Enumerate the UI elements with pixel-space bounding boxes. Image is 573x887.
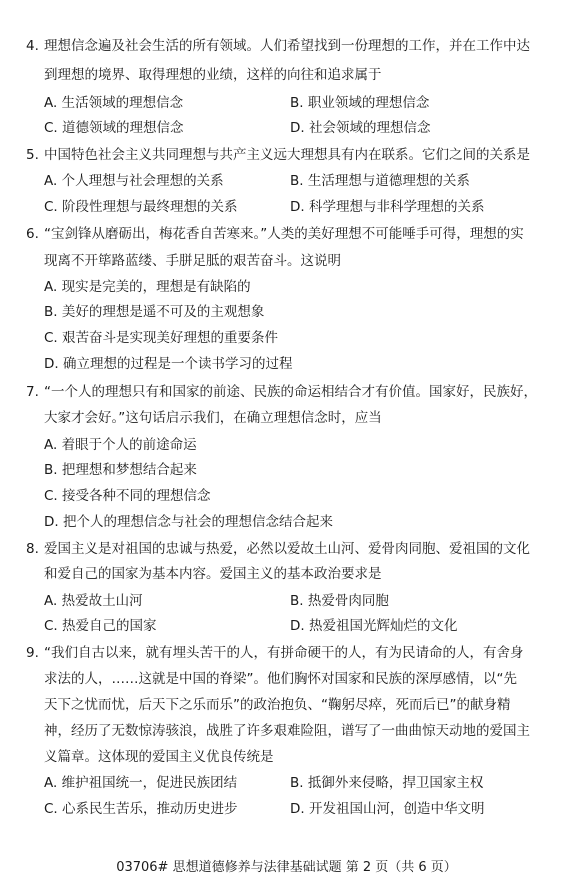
- option-d: D. 开发祖国山河，创造中华文明: [290, 801, 485, 817]
- question-stem-line: 义篇章。这体现的爱国主义优良传统是: [44, 749, 274, 765]
- option-d: D. 科学理想与非科学理想的关系: [290, 199, 485, 215]
- option-a: A. 着眼于个人的前途命运: [44, 437, 197, 453]
- question-number: 9.: [26, 645, 39, 661]
- question-number: 5.: [26, 147, 39, 163]
- option-d: D. 社会领域的理想信念: [290, 120, 431, 136]
- option-d: D. 确立理想的过程是一个读书学习的过程: [44, 356, 293, 372]
- option-b: B. 生活理想与道德理想的关系: [290, 173, 470, 189]
- option-b: B. 把理想和梦想结合起来: [44, 462, 197, 478]
- option-d: D. 把个人的理想信念与社会的理想信念结合起来: [44, 514, 333, 530]
- question-stem-line: “我们自古以来，就有埋头苦干的人，有拼命硬干的人，有为民请命的人，有舍身: [44, 645, 524, 661]
- option-c: C. 接受各种不同的理想信念: [44, 488, 211, 504]
- option-a: A. 热爱故土山河: [44, 593, 143, 609]
- question-stem-line: 到理想的境界、取得理想的业绩，这样的向往和追求属于: [44, 67, 382, 83]
- question-number: 7.: [26, 384, 39, 400]
- option-d: D. 热爱祖国光辉灿烂的文化: [290, 618, 458, 634]
- option-c: C. 阶段性理想与最终理想的关系: [44, 199, 238, 215]
- option-b: B. 抵御外来侵略，捍卫国家主权: [290, 775, 484, 791]
- question-number: 8.: [26, 541, 39, 557]
- option-a: A. 生活领域的理想信念: [44, 95, 184, 111]
- question-stem-line: 神，经历了无数惊涛骇浪，战胜了许多艰难险阻，谱写了一曲曲惊天动地的爱国主: [44, 723, 530, 739]
- question-number: 6.: [26, 226, 39, 242]
- question-stem-line: 求法的人，……这就是中国的脊梁”。他们胸怀对国家和民族的深厚感情，以“先: [44, 671, 517, 687]
- option-c: C. 热爱自己的国家: [44, 618, 157, 634]
- question-stem-line: “宝剑锋从磨砺出，梅花香自苦寒来。”人类的美好理想不可能唾手可得，理想的实: [44, 226, 524, 242]
- option-c: C. 道德领域的理想信念: [44, 120, 184, 136]
- option-c: C. 心系民生苦乐，推动历史进步: [44, 801, 238, 817]
- question-stem-line: 大家才会好。”这句话启示我们，在确立理想信念时，应当: [44, 410, 382, 426]
- question-number: 4.: [26, 38, 39, 54]
- question-stem-line: 天下之忧而忧，后天下之乐而乐”的政治抱负、“鞠躬尽瘁，死而后已”的献身精: [44, 697, 511, 713]
- option-a: A. 现实是完美的，理想是有缺陷的: [44, 279, 251, 295]
- option-b: B. 热爱骨肉同胞: [290, 593, 389, 609]
- question-stem-line: 现离不开筚路蓝缕、手胼足胝的艰苦奋斗。这说明: [44, 253, 341, 269]
- option-b: B. 职业领域的理想信念: [290, 95, 430, 111]
- question-stem-line: 和爱自己的国家为基本内容。爱国主义的基本政治要求是: [44, 566, 382, 582]
- question-stem-line: “一个人的理想只有和国家的前途、民族的命运相结合才有价值。国家好，民族好，: [44, 384, 537, 400]
- question-stem-line: 理想信念遍及社会生活的所有领域。人们希望找到一份理想的工作，并在工作中达: [44, 38, 530, 54]
- question-stem-line: 中国特色社会主义共同理想与共产主义远大理想具有内在联系。它们之间的关系是: [44, 147, 530, 163]
- option-a: A. 个人理想与社会理想的关系: [44, 173, 224, 189]
- option-c: C. 艰苦奋斗是实现美好理想的重要条件: [44, 330, 279, 346]
- option-b: B. 美好的理想是遥不可及的主观想象: [44, 304, 265, 320]
- question-stem-line: 爱国主义是对祖国的忠诚与热爱，必然以爱故土山河、爱骨肉同胞、爱祖国的文化: [44, 541, 530, 557]
- option-a: A. 维护祖国统一，促进民族团结: [44, 775, 238, 791]
- page-footer: 03706# 思想道德修养与法律基础试题 第 2 页（共 6 页）: [116, 860, 457, 875]
